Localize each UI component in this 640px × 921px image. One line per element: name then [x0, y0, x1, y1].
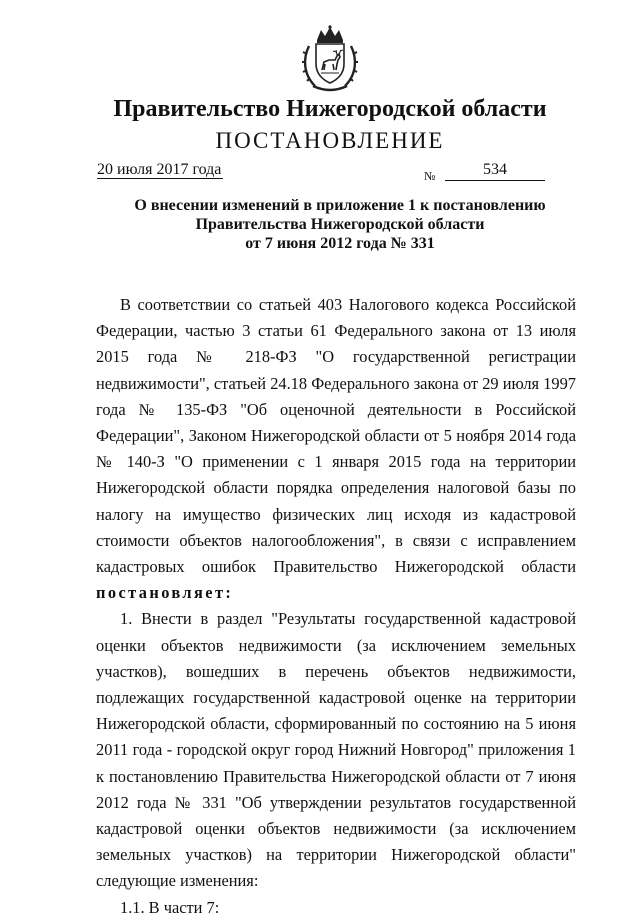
document-body — [96, 292, 576, 921]
subject-line-3: от 7 июня 2012 года № 331 — [245, 235, 435, 252]
document-type: ПОСТАНОВЛЕНИЕ — [215, 128, 445, 153]
preamble-paragraph — [96, 292, 576, 606]
document-subject — [100, 196, 580, 253]
coat-of-arms-icon — [299, 24, 361, 92]
date-field — [97, 160, 223, 180]
subject-line-1: О внесении изменений в приложение 1 к постановлению — [134, 197, 546, 214]
item-1-1-paragraph: 1.1. В части 7: — [120, 897, 220, 917]
preamble-text: В соответствии со статьей 403 Налогового кодекса Российской Федерации, частью 3 статьи 61 Федерального закона от 13 июля 2015 года № 218-ФЗ "О государственной регистрации недвижимости", статьей 24.18 Федерального закона от 29 июля 1997 года № 135-ФЗ "Об оценочной деятельности в Российской Федерации", Законом Нижегородской области от 5 ноября 2014 года № 140-З "О применении с 1 января 2015 года на территории Нижегородской области порядка определения налоговой базы по налогу на имущество физических лиц исходя из кадастровой стоимости объектов налогообложения", в связи с исправлением кадастровых ошибок Правительство Нижегородской области — [96, 295, 576, 577]
document-date: 20 июля 2017 года — [97, 161, 222, 178]
number-label: № — [424, 169, 436, 183]
subject-line-2: Правительства Нижегородской области — [195, 216, 485, 233]
document-number: 534 — [445, 160, 545, 181]
government-title: Правительство Нижегородской области — [113, 96, 547, 122]
decree-word: постановляет: — [96, 583, 234, 603]
item-1-paragraph: 1. Внести в раздел "Результаты государственной кадастровой оценки объектов недвижимости (за исключением земельных участков), вошедших в перечень объектов недвижимости, подлежащих государственной кадастровой оценке на территории Нижегородской области, сформированный по состоянию на 5 июня 2011 года - городской округ город Нижний Новгород" приложения 1 к постановлению Правительства Нижегородской области от 7 июня 2012 года № 331 "Об утверждении результатов государственной кадастровой оценки объектов недвижимости (за исключением земельных участков) на территории Нижегородской области" следующие изменения: — [96, 609, 576, 891]
